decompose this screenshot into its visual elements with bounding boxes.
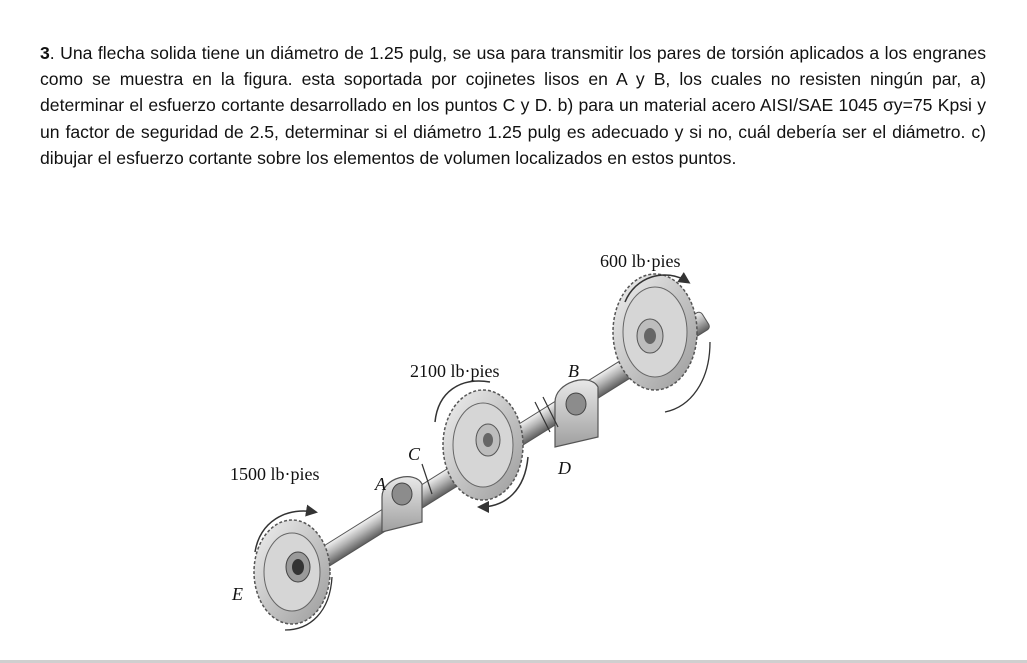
- point-label-D: D: [558, 458, 571, 478]
- gear-left: [254, 520, 330, 624]
- point-label-E: E: [232, 584, 243, 604]
- torque-label-middle: 2100 lb·pies: [410, 361, 500, 381]
- gear-middle: [443, 390, 523, 500]
- shaft-diagram: [210, 232, 770, 657]
- point-label-B: B: [568, 361, 579, 381]
- torque-label-right: 600 lb·pies: [600, 251, 681, 271]
- shaft-figure: [210, 232, 770, 657]
- bearing-A: [382, 477, 422, 532]
- problem-number: 3: [40, 43, 50, 63]
- bearing-B: [555, 380, 598, 447]
- torque-label-left: 1500 lb·pies: [230, 464, 320, 484]
- problem-statement: [40, 40, 986, 171]
- problem-text: . Una flecha solida tiene un diámetro de 1.25 pulg, se usa para transmitir los pares de torsión aplicados a los engranes como se muestra en la figura. esta soportada por cojinetes lisos en A y B, los cuales no resisten ningún par, a) determinar el esfuerzo cortante desarrollado en los puntos C y D. b) para un material acero AISI/SAE 1045 σy=75 Kpsi y un factor de seguridad de 2.5, determinar si el diámetro 1.25 pulg es adecuado y si no, cuál debería ser el diámetro. c) dibujar el esfuerzo cortante sobre los elementos de volumen localizados en estos puntos.: [40, 43, 986, 168]
- point-label-C: C: [408, 444, 421, 464]
- gear-right: [613, 274, 697, 390]
- point-label-A: A: [375, 474, 386, 494]
